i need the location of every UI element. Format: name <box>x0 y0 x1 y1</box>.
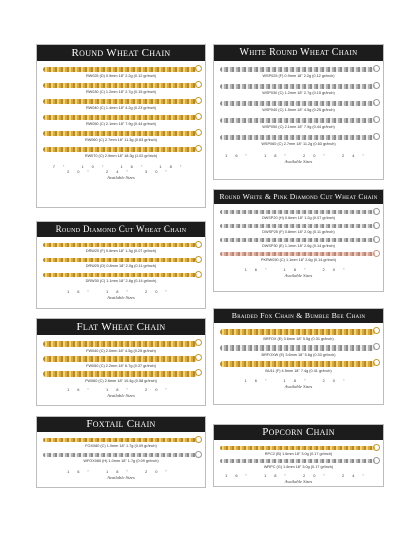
available-sizes-label: Available Sizes <box>107 393 135 398</box>
panel-flat-wheat <box>36 318 206 406</box>
chain-spec-label: BRFOX (E) 3.6mm 18" 5.5g (0.31 gr/inch) <box>263 337 334 341</box>
chain-list <box>37 65 205 161</box>
chain-spec-label: RW030 (C) 1.2mm 18" 2.7g (0.15 gr/inch) <box>85 90 157 94</box>
available-sizes <box>214 378 383 389</box>
clasp-icon <box>373 359 380 366</box>
chain-list <box>37 241 205 286</box>
chain-image <box>43 371 197 377</box>
chain-row <box>37 241 205 256</box>
chain-row <box>37 129 205 145</box>
clasp-icon <box>195 339 202 346</box>
chain-image <box>43 438 197 442</box>
chain-row <box>37 256 205 271</box>
chain-spec-label: DRW20 (F) 0.6mm 18" 1.3g (0.07 gr/inch) <box>85 249 157 253</box>
chain-spec-label: WRPC (G) 1.6mm 18" 3.0g (0.17 gr/inch) <box>263 465 334 469</box>
chain-row <box>214 236 383 250</box>
chain-spec-label: WSP050 (C) 2.1mm 18" 7.9g (0.44 gr/inch) <box>262 125 335 129</box>
chain-spec-label: RW060 (C) 2.7mm 18" 11.3g (0.63 gr/inch) <box>85 138 157 142</box>
length-options: 16" 18" 20" <box>67 387 175 392</box>
chain-spec-label: RW025 (D) 0.9mm 18" 2.2g (0.12 gr/inch) <box>85 74 157 78</box>
available-sizes <box>37 387 205 398</box>
chain-image <box>43 131 197 136</box>
length-options: 16" 18" 20" <box>67 289 175 294</box>
chain-row <box>37 436 205 451</box>
chain-spec-label: WFOX080 (H) 1.0mm 18" 1.7g (0.09 gr/inch) <box>83 459 159 463</box>
chain-spec-label: DRW30 (C) 1.1mm 18" 2.6g (0.14 gr/inch) <box>85 279 157 283</box>
chain-spec-label: PKRW030 (C) 1.1mm 18" 2.6g (0.14 gr/inch) <box>260 258 337 262</box>
chain-spec-label: BRFOXW (E) 3.6mm 18" 5.6g (0.33 gr/inch) <box>261 353 336 357</box>
clasp-icon <box>195 129 202 136</box>
clasp-icon <box>195 145 202 152</box>
clasp-icon <box>373 236 380 243</box>
chain-spec-label: RPC2 (B) 1.6mm 18" 3.0g (0.17 gr/inch) <box>264 452 333 456</box>
chain-image <box>220 459 375 463</box>
chain-row <box>37 271 205 286</box>
clasp-icon <box>373 208 380 215</box>
chain-spec-label: RW070 (C) 2.9mm 18" 18.3g (1.02 gr/inch) <box>84 154 158 158</box>
chain-image <box>43 453 197 457</box>
chain-image <box>220 361 375 367</box>
chain-row <box>214 250 383 264</box>
chain-row <box>214 133 383 150</box>
available-sizes <box>214 267 383 278</box>
chain-image <box>220 118 375 123</box>
chain-image <box>220 345 375 351</box>
clasp-icon <box>373 222 380 229</box>
chain-spec-label: WSP030 (C) 1.2mm 18" 2.7g (0.15 gr/inch) <box>262 91 335 95</box>
panel-round-diamond-cut <box>36 221 206 309</box>
chain-image <box>43 243 197 247</box>
chain-row <box>214 65 383 82</box>
panel-popcorn <box>213 424 384 487</box>
chain-image <box>220 224 375 228</box>
chain-spec-label: RW040 (C) 1.4mm 18" 4.2g (0.23 gr/inch) <box>85 106 157 110</box>
panel-foxtail <box>36 416 206 488</box>
available-sizes <box>214 153 383 164</box>
chain-image <box>220 67 375 72</box>
chain-spec-label: DWSP20 (H) 0.6mm 18" 1.2g (0.07 gr/inch) <box>261 216 336 220</box>
chain-image <box>43 115 197 120</box>
chain-spec-label: WSP040 (C) 1.5mm 18" 4.5g (0.25 gr/inch) <box>262 108 335 112</box>
chain-spec-label: WSP025 (F) 0.9mm 18" 2.2g (0.12 gr/inch) <box>262 74 335 78</box>
chain-image <box>220 210 375 214</box>
chain-spec-label: WSP060 (C) 2.7mm 18" 11.2g (0.63 gr/inch) <box>261 142 336 146</box>
chain-image <box>43 356 197 362</box>
clasp-icon <box>195 81 202 88</box>
chain-row <box>37 451 205 466</box>
clasp-icon <box>195 256 202 263</box>
chain-image <box>220 238 375 242</box>
panel-title: Round Wheat Chain <box>37 45 205 61</box>
clasp-icon <box>195 354 202 361</box>
chain-spec-label: FW060 (C) 2.6mm 18" 10.4g (0.58 gr/inch) <box>85 379 157 383</box>
clasp-icon <box>373 457 380 464</box>
chain-image <box>43 147 197 152</box>
available-sizes <box>37 469 205 480</box>
chain-image <box>220 101 375 106</box>
chain-row <box>37 369 205 384</box>
available-sizes <box>37 164 205 180</box>
chain-spec-label: BU11 (F) 4.5mm 18" 7.4g (0.41 gr/inch) <box>265 369 332 373</box>
chain-spec-label: FOX080 (C) 1.0mm 18" 1.7g (0.09 gr/inch) <box>85 444 157 448</box>
chain-row <box>37 354 205 369</box>
panel-title: White Round Wheat Chain <box>214 45 383 61</box>
panel-title: Round Diamond Cut Wheat Chain <box>37 222 205 237</box>
chain-row <box>214 457 383 470</box>
panel-white-round-wheat <box>213 44 384 180</box>
clasp-icon <box>373 99 380 106</box>
available-sizes-label: Available Sizes <box>284 479 313 484</box>
chain-row <box>214 359 383 375</box>
chain-list <box>37 339 205 384</box>
chain-list <box>214 327 383 375</box>
clasp-icon <box>195 436 202 443</box>
clasp-icon <box>373 327 380 334</box>
panel-title: Foxtail Chain <box>37 417 205 432</box>
clasp-icon <box>373 250 380 257</box>
chain-row <box>37 113 205 129</box>
chain-spec-label: FW050 (C) 2.2mm 18" 6.7g (0.37 gr/inch) <box>86 364 156 368</box>
chain-image <box>220 135 375 140</box>
chain-spec-label: DRW25 (D) 0.8mm 18" 2.0g (0.11 gr/inch) <box>85 264 157 268</box>
chain-row <box>37 81 205 97</box>
chain-row <box>214 444 383 457</box>
available-sizes-label: Available Sizes <box>107 295 135 300</box>
panel-round-wheat <box>36 44 206 208</box>
chain-image <box>220 84 375 89</box>
available-sizes-label: Available Sizes <box>284 384 313 389</box>
chain-row <box>37 97 205 113</box>
chain-list <box>214 444 383 470</box>
chain-image <box>43 273 197 277</box>
length-options: 16" 18" 20" 24" <box>225 473 372 478</box>
clasp-icon <box>195 113 202 120</box>
chain-row <box>214 208 383 222</box>
clasp-icon <box>373 444 380 451</box>
chain-spec-label: RW050 (C) 2.1mm 18" 7.9g (0.44 gr/inch) <box>85 122 157 126</box>
chain-row <box>214 99 383 116</box>
clasp-icon <box>195 65 202 72</box>
length-options: 16" 18" 20" <box>67 469 175 474</box>
chain-image <box>43 258 197 262</box>
clasp-icon <box>373 65 380 72</box>
clasp-icon <box>195 451 202 458</box>
length-options: 16" 18" 20" <box>244 378 353 383</box>
chain-row <box>214 82 383 99</box>
chain-image <box>220 252 375 256</box>
available-sizes-label: Available Sizes <box>107 475 135 480</box>
clasp-icon <box>195 369 202 376</box>
available-sizes <box>214 473 383 484</box>
clasp-icon <box>373 133 380 140</box>
panel-title: Popcorn Chain <box>214 425 383 440</box>
chain-row <box>37 65 205 81</box>
available-sizes-label: Available Sizes <box>107 175 135 180</box>
clasp-icon <box>373 116 380 123</box>
chain-row <box>214 343 383 359</box>
chain-image <box>220 446 375 450</box>
clasp-icon <box>195 241 202 248</box>
chain-row <box>214 222 383 236</box>
length-options: 16" 18" 20" <box>244 267 353 272</box>
panel-title: Round White & Pink Diamond Cut Wheat Chain <box>214 190 383 204</box>
chain-row <box>37 145 205 161</box>
chain-spec-label: DWSP30 (E) 1.1mm 18" 2.6g (0.14 gr/inch) <box>262 244 335 248</box>
chain-image <box>43 83 197 88</box>
chain-row <box>214 116 383 133</box>
length-options: 16" 18" 20" 24" <box>225 153 372 158</box>
chain-row <box>214 327 383 343</box>
chain-image <box>220 329 375 335</box>
chain-list <box>214 208 383 264</box>
available-sizes-label: Available Sizes <box>284 159 313 164</box>
clasp-icon <box>195 271 202 278</box>
chain-list <box>37 436 205 466</box>
panel-braided-fox <box>213 308 384 405</box>
chain-image <box>43 341 197 347</box>
panel-round-white-pink-dc <box>213 189 384 292</box>
chain-list <box>214 65 383 150</box>
clasp-icon <box>373 343 380 350</box>
panel-title: Braided Fox Chain & Bumble Bee Chain <box>214 309 383 323</box>
available-sizes-label: Available Sizes <box>284 273 313 278</box>
chain-image <box>43 99 197 104</box>
panel-title: Flat Wheat Chain <box>37 319 205 335</box>
chain-spec-label: DWSP25 (F) 0.8mm 18" 2.0g (0.11 gr/inch) <box>262 230 335 234</box>
chain-row <box>37 339 205 354</box>
chain-image <box>43 67 197 72</box>
clasp-icon <box>373 82 380 89</box>
available-sizes <box>37 289 205 300</box>
clasp-icon <box>195 97 202 104</box>
length-options: 7" 10" 16" 18" 20" 24" 30" <box>52 164 190 174</box>
chain-spec-label: FW040 (C) 2.0mm 18" 4.5g (0.25 gr/inch) <box>86 349 156 353</box>
